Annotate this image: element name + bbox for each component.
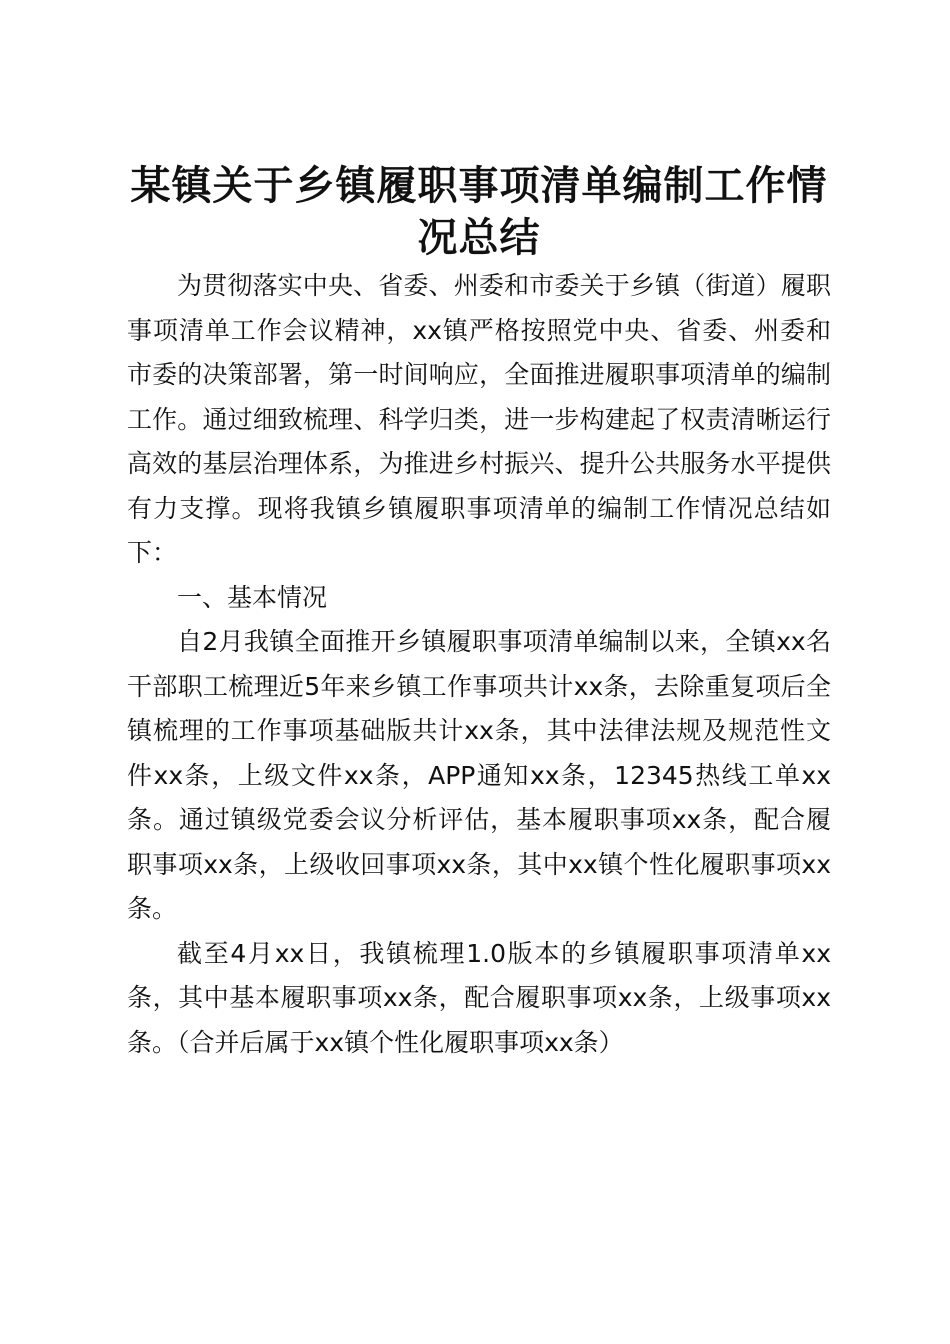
- document-title: 某镇关于乡镇履职事项清单编制工作情况总结: [130, 163, 828, 261]
- basic-paragraph-1: 自2月我镇全面推开乡镇履职事项清单编制以来，全镇xx名干部职工梳理近5年来乡镇工作事项共计xx条，去除重复项后全镇梳理的工作事项基础版共计xx条，其中法律法规及规范性文件xx条，上级文件xx条，APP通知xx条，12345热线工单xx条。通过镇级党委会议分析评估，基本履职事项xx条，配合履职事项xx条，上级收回事项xx条，其中xx镇个性化履职事项xx条。: [127, 627, 831, 923]
- basic-paragraph-2: 截至4月xx日，我镇梳理1.0版本的乡镇履职事项清单xx条，其中基本履职事项xx条，配合履职事项xx条，上级事项xx条。（合并后属于xx镇个性化履职事项xx条）: [127, 938, 831, 1057]
- section-heading-basic: 一、基本情况: [177, 582, 328, 612]
- document-body: [127, 160, 831, 1065]
- intro-paragraph: 为贯彻落实中央、省委、州委和市委关于乡镇（街道）履职事项清单工作会议精神，xx镇严格按照党中央、省委、州委和市委的决策部署，第一时间响应，全面推进履职事项清单的编制工作。通过细致梳理、科学归类，进一步构建起了权责清晰运行高效的基层治理体系，为推进乡村振兴、提升公共服务水平提供有力支撑。现将我镇乡镇履职事项清单的编制工作情况总结如下：: [127, 271, 831, 567]
